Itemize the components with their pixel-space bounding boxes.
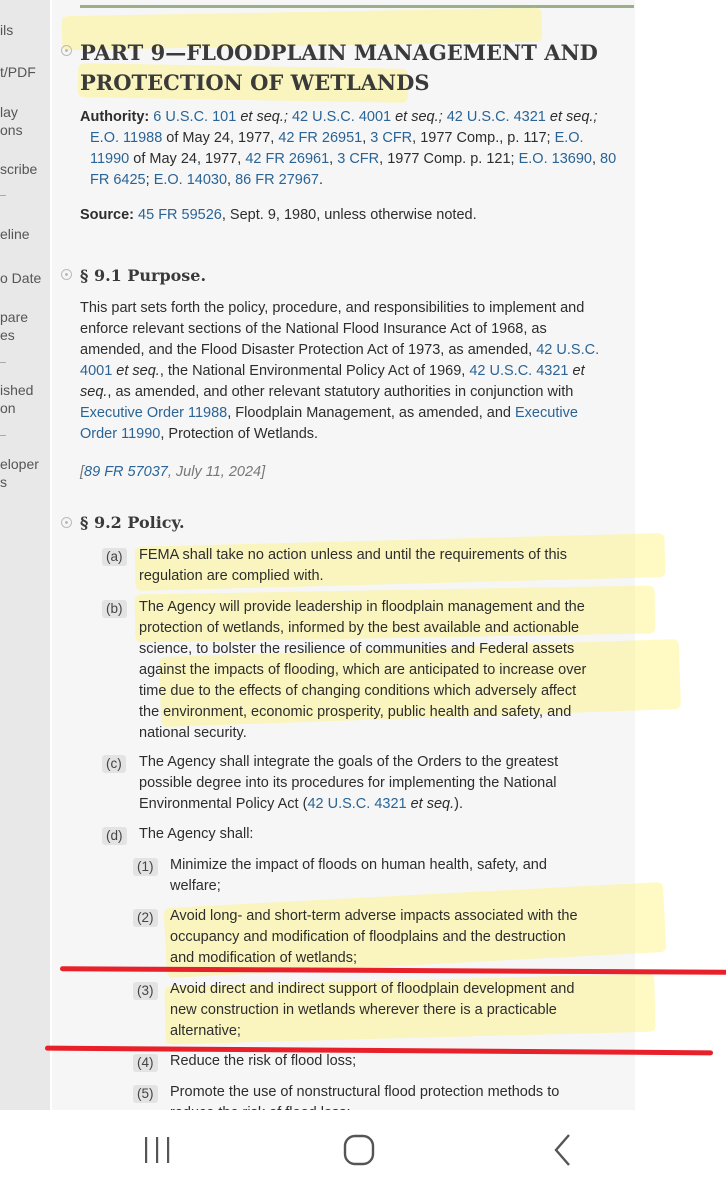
subparagraph-d3 — [170, 979, 574, 1042]
body-line: Minimize the impact of floods on human health, safety, and — [170, 857, 547, 873]
body-text: seq. — [80, 384, 108, 400]
authority-text: ; — [145, 172, 154, 188]
cite-bracket: [ — [80, 464, 85, 480]
section-toggle-icon[interactable] — [61, 269, 72, 280]
body-text: , Protection of Wetlands. — [160, 426, 319, 442]
paragraph-d — [139, 824, 253, 845]
authority-text: , — [591, 151, 601, 167]
section-citation — [80, 462, 265, 483]
body-line: Promote the use of nonstructural flood protection methods to — [170, 1084, 560, 1100]
system-navigation-bar — [0, 1110, 726, 1200]
sidebar-divider — [0, 435, 6, 436]
sidebar-item-developer-tools-2[interactable]: s — [0, 474, 7, 490]
home-button[interactable] — [329, 1128, 389, 1172]
paragraph-label: (c) — [102, 755, 126, 773]
body-text: , the National Environmental Policy Act of 1969, — [159, 363, 470, 379]
citation-link[interactable]: 42 U.S.C. 4321 — [307, 796, 407, 812]
authority-text: of May 24, 1977, — [129, 151, 246, 167]
body-line: new construction in wetlands wherever there is a practicable — [170, 1002, 557, 1018]
citation-link[interactable]: 42 U.S.C. 4321 — [446, 109, 546, 125]
paragraph-label: (b) — [102, 600, 127, 618]
body-line: enforce relevant sections of the National Flood Insurance Act of 1968, as — [80, 321, 547, 337]
citation-link[interactable]: E.O. 13690 — [518, 151, 592, 167]
body-text: ). — [454, 796, 464, 812]
sidebar-item-go-to-date[interactable]: o Date — [0, 270, 42, 286]
subparagraph-label: (4) — [133, 1054, 158, 1072]
authority-block — [80, 107, 630, 191]
subparagraph-label: (1) — [133, 858, 158, 876]
body-line: regulation are complied with. — [139, 568, 324, 584]
source-label: Source: — [80, 207, 134, 223]
authority-text: , — [362, 130, 371, 146]
body-line: welfare; — [170, 878, 221, 894]
header-rule — [80, 5, 634, 8]
body-line: national security. — [139, 725, 247, 741]
sidebar-item-display-options-2[interactable]: ons — [0, 122, 23, 138]
body-line: Avoid direct and indirect support of floodplain development and — [170, 981, 575, 997]
citation-link[interactable]: 42 FR 26961 — [245, 151, 330, 167]
section-9-2-heading: § 9.2 Policy. — [80, 513, 185, 532]
citation-link[interactable]: Executive — [515, 405, 578, 421]
subparagraph-d4 — [170, 1051, 356, 1072]
section-9-1-body — [80, 298, 630, 445]
authority-text: of May 24, 1977, — [162, 130, 279, 146]
source-note — [80, 205, 477, 226]
citation-link[interactable]: 42 U.S.C. — [536, 342, 600, 358]
citation-link[interactable]: 11990 — [90, 151, 130, 167]
citation-link[interactable]: Order 11990 — [80, 426, 161, 442]
sidebar-item-print-pdf[interactable]: t/PDF — [0, 64, 36, 80]
sidebar-item-developer-tools-1[interactable]: eloper — [0, 456, 39, 472]
authority-text: et seq.; — [545, 109, 598, 125]
sidebar-item-published-edition-1[interactable]: ished — [0, 382, 34, 398]
source-text: , Sept. 9, 1980, unless otherwise noted. — [221, 207, 477, 223]
home-icon — [341, 1132, 377, 1168]
authority-text: , 1977 Comp., p. 117; — [412, 130, 555, 146]
citation-link[interactable]: 42 FR 26951 — [278, 130, 363, 146]
subparagraph-label: (5) — [133, 1085, 158, 1103]
body-text: , as amended, and other relevant statutory authorities in conjunction with — [107, 384, 574, 400]
sidebar-item-details[interactable]: ils — [0, 22, 14, 38]
body-line: This part sets forth the policy, procedure, and responsibilities to implement and — [80, 300, 585, 316]
citation-link[interactable]: 42 U.S.C. 4001 — [291, 109, 392, 125]
body-line: against the impacts of flooding, which are anticipated to increase over — [139, 662, 587, 678]
citation-link[interactable]: 3 CFR — [337, 151, 380, 167]
citation-link[interactable]: 42 U.S.C. 4321 — [469, 363, 569, 379]
authority-label: Authority: — [80, 109, 150, 125]
body-line: The Agency will provide leadership in floodplain management and the — [139, 599, 585, 615]
left-sidebar — [0, 0, 50, 1110]
citation-link[interactable]: 4001 — [80, 363, 113, 379]
body-line: The Agency shall: — [139, 826, 254, 842]
body-line: time due to the effects of changing conditions which adversely affect — [139, 683, 577, 699]
citation-link[interactable]: 86 FR 27967 — [235, 172, 319, 188]
sidebar-divider — [0, 362, 6, 363]
citation-link[interactable]: E.O. — [554, 130, 584, 146]
recent-apps-icon — [140, 1135, 174, 1165]
citation-link[interactable]: FR 6425 — [90, 172, 146, 188]
section-toggle-icon[interactable] — [61, 45, 72, 56]
body-text: amended, and the Flood Disaster Protection Act of 1973, as amended, — [80, 342, 537, 358]
sidebar-item-compare-dates-1[interactable]: pare — [0, 309, 29, 325]
sidebar-item-compare-dates-2[interactable]: es — [0, 327, 15, 343]
citation-link[interactable]: 80 — [600, 151, 617, 167]
body-line: occupancy and modification of floodplains and the destruction — [170, 929, 566, 945]
citation-link[interactable]: E.O. 14030 — [153, 172, 228, 188]
citation-link[interactable]: Executive Order 11988 — [80, 405, 228, 421]
sidebar-item-subscribe[interactable]: scribe — [0, 161, 38, 177]
body-line: Avoid long- and short-term adverse impacts associated with the — [170, 908, 578, 924]
authority-text: , 1977 Comp. p. 121; — [379, 151, 519, 167]
sidebar-item-display-options-1[interactable]: lay — [0, 104, 18, 120]
body-line: The Agency shall integrate the goals of the Orders to the greatest — [139, 754, 559, 770]
paragraph-label: (a) — [102, 548, 127, 566]
body-line: alternative; — [170, 1023, 241, 1039]
body-text: Environmental Policy Act ( — [139, 796, 308, 812]
body-line: protection of wetlands, informed by the best available and actionable — [139, 620, 580, 636]
subparagraph-d2 — [170, 906, 578, 969]
sidebar-item-timeline[interactable]: eline — [0, 226, 30, 242]
paragraph-a — [139, 545, 567, 587]
subparagraph-d1 — [170, 855, 547, 897]
body-line: science, to bolster the resilience of communities and Federal assets — [139, 641, 575, 657]
body-line: FEMA shall take no action unless and until the requirements of this — [139, 547, 567, 563]
body-line: the environment, economic prosperity, public health and safety, and — [139, 704, 572, 720]
subparagraph-label: (3) — [133, 982, 158, 1000]
paragraph-b — [139, 597, 586, 744]
citation-link[interactable]: 89 FR 57037 — [84, 464, 168, 480]
recent-apps-button[interactable] — [127, 1128, 187, 1172]
paragraph-label: (d) — [102, 827, 127, 845]
citation-link[interactable]: 45 FR 59526 — [138, 207, 222, 223]
back-icon — [548, 1132, 578, 1168]
back-button[interactable] — [533, 1128, 593, 1172]
authority-text: , — [329, 151, 338, 167]
authority-text: et seq.; — [391, 109, 447, 125]
sidebar-item-published-edition-2[interactable]: on — [0, 400, 16, 416]
body-line: and modification of wetlands; — [170, 950, 357, 966]
part-title — [80, 38, 598, 98]
body-line: possible degree into its procedures for implementing the National — [139, 775, 557, 791]
sidebar-divider — [0, 195, 6, 196]
body-text: et seq. — [112, 363, 160, 379]
authority-text: , — [227, 172, 236, 188]
part-title-line2: PROTECTION OF WETLANDS — [80, 70, 430, 95]
body-text: , Floodplain Management, as amended, and — [227, 405, 516, 421]
section-9-1-heading: § 9.1 Purpose. — [80, 266, 207, 285]
body-text: et seq. — [406, 796, 455, 812]
subparagraph-label: (2) — [133, 909, 158, 927]
citation-link[interactable]: E.O. 11988 — [90, 130, 163, 146]
citation-link[interactable]: 6 U.S.C. 101 — [153, 109, 237, 125]
section-toggle-icon[interactable] — [61, 517, 72, 528]
body-text: et — [568, 363, 585, 379]
paragraph-c — [139, 752, 558, 815]
body-line: Reduce the risk of flood loss; — [170, 1053, 357, 1069]
part-title-line1: PART 9—FLOODPLAIN MANAGEMENT AND — [80, 40, 598, 65]
authority-text: . — [318, 172, 323, 188]
authority-text: et seq.; — [236, 109, 292, 125]
cite-text: , July 11, 2024] — [167, 464, 266, 480]
citation-link[interactable]: 3 CFR — [370, 130, 413, 146]
